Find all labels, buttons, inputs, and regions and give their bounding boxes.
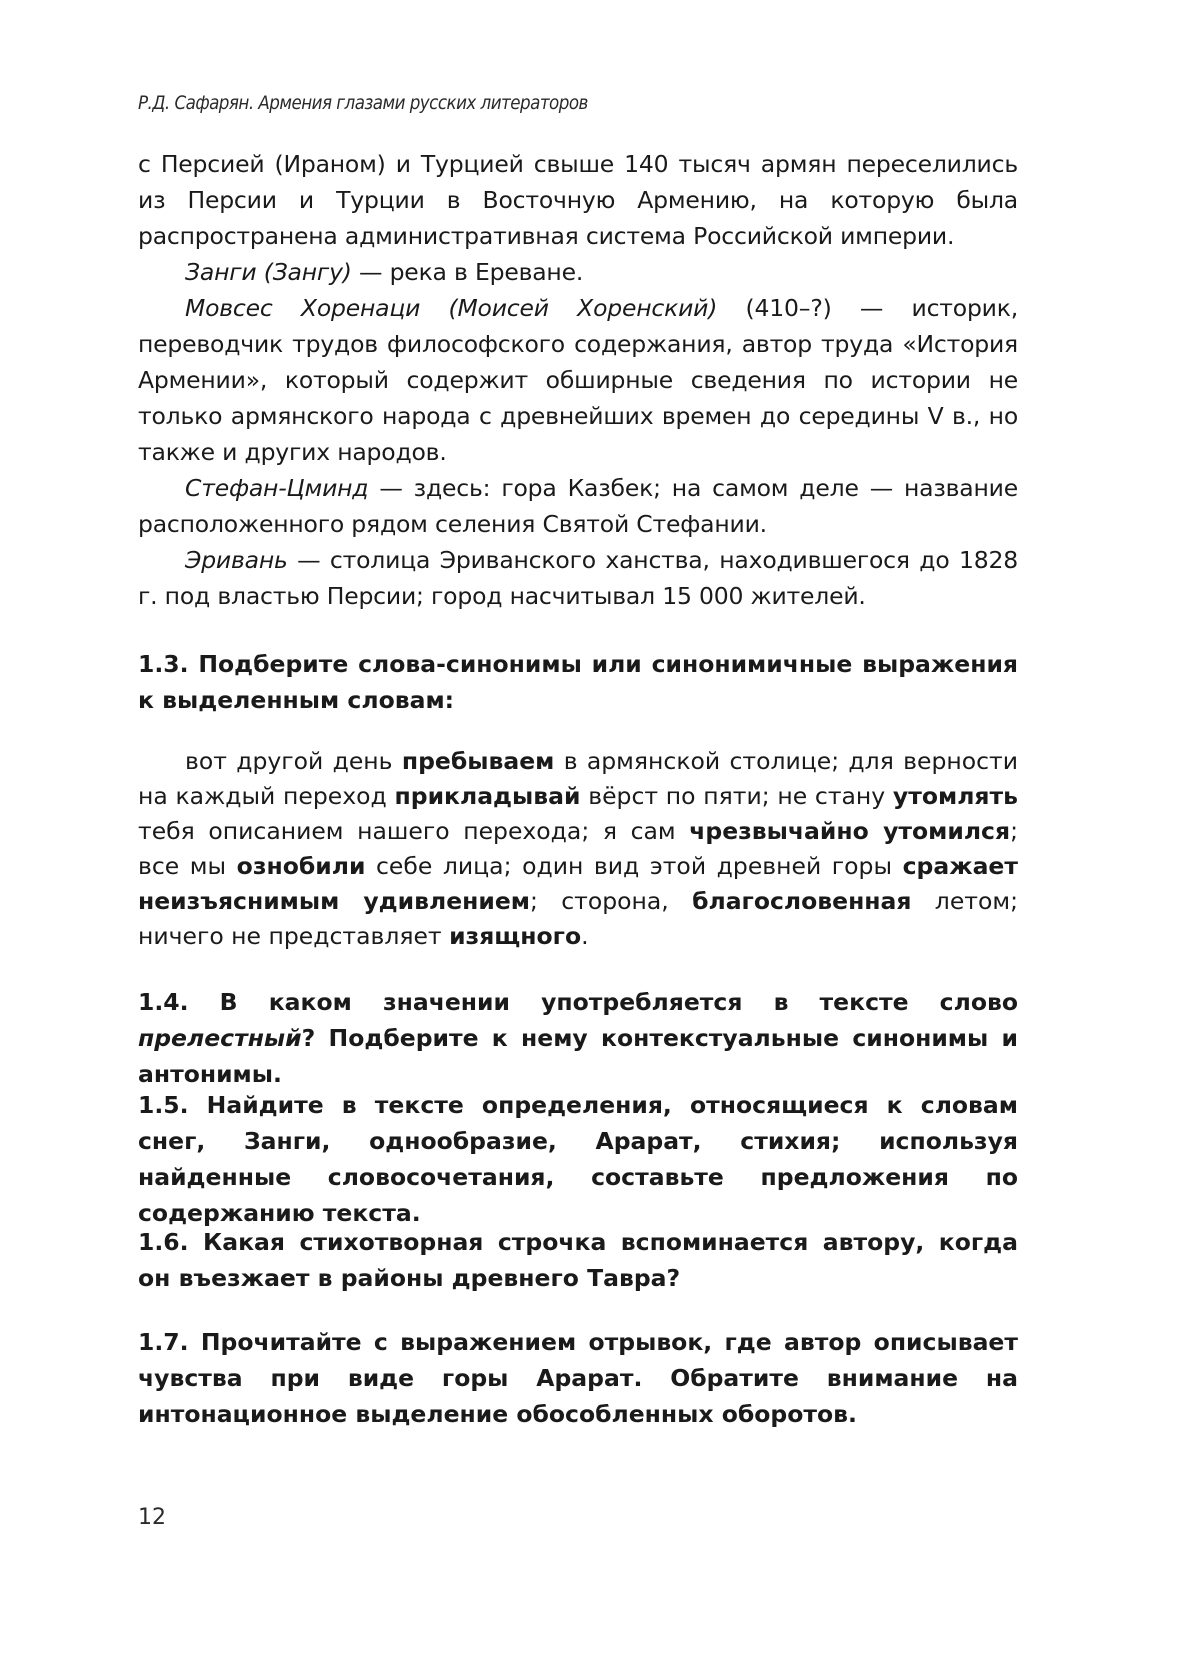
note-movses: [138, 290, 1018, 470]
exercise-text: [138, 744, 1018, 954]
note-erivan: [138, 542, 1018, 614]
highlighted-word: сражает неизъяснимым удивлением: [138, 852, 1018, 915]
note-definition: (410–?) — историк, переводчик трудов философского содержания, автор труда «История Армении», который содержит обширные сведения по истории не только армянского народа с древнейших времен до середины V в., но также и других народов.: [138, 294, 1019, 466]
highlighted-word: прикладывай: [394, 782, 581, 810]
note-definition: — река в Ереване.: [351, 258, 584, 286]
highlighted-word: пребываем: [401, 747, 555, 775]
task-keyword: прелестный: [138, 1024, 302, 1052]
note-term: Занги (Зангу): [185, 258, 352, 286]
note-paragraph-continuation: с Персией (Ираном) и Турцией свыше 140 тысяч армян переселились из Персии и Турции в Восточную Армению, на которую была распространена административная система Российской империи.: [138, 150, 1018, 250]
exercise-fragment: ; все мы: [138, 817, 1018, 880]
exercise-fragment: вёрст по пяти; не стану: [580, 782, 893, 810]
exercise-fragment: в армянской столице; для верности на каждый переход: [138, 747, 1018, 810]
highlighted-word: утомлять: [892, 782, 1018, 810]
note-term: Стефан-Цминд: [185, 474, 369, 502]
note-stefan: [138, 470, 1018, 542]
highlighted-word: ознобили: [236, 852, 366, 880]
task-text: 1.4. В каком значении употребляется в тексте слово: [138, 988, 1018, 1016]
exercise-fragment: .: [581, 922, 589, 950]
task-1-7: 1.7. Прочитайте с выражением отрывок, где автор описывает чувства при виде горы Арарат. Обратите внимание на интонационное выделение обособленных оборотов.: [138, 1328, 1018, 1428]
task-1-4: [138, 984, 1018, 1092]
running-header: Р.Д. Сафарян. Армения глазами русских литераторов: [138, 92, 588, 114]
task-1-5: 1.5. Найдите в тексте определения, относящиеся к словам снег, Занги, однообразие, Арарат, стихия; используя найденные словосочетания, составьте предложения по содержанию текста.: [138, 1091, 1018, 1227]
note-zangi: [138, 254, 1018, 290]
exercise-fragment: вот другой день: [185, 747, 402, 775]
task-1-3: 1.3. Подберите слова-синонимы или синонимичные выражения к выделенным словам:: [138, 650, 1018, 714]
exercise-fragment: ; сторона,: [530, 887, 693, 915]
page-number: 12: [138, 1505, 166, 1530]
note-definition: — столица Эриванского ханства, находившегося до 1828 г. под властью Персии; город насчитывал 15 000 жителей.: [138, 546, 1018, 610]
exercise-fragment: тебя описанием нашего перехода; я сам: [138, 817, 690, 845]
notes-block: [138, 146, 1018, 614]
exercise-fragment: себе лица; один вид этой древней горы: [365, 852, 903, 880]
highlighted-word: чрезвычайно утомился: [689, 817, 1011, 845]
task-text: ? Подберите к нему контекстуальные синонимы и антонимы.: [138, 1024, 1018, 1088]
task-1-6: 1.6. Какая стихотворная строчка вспоминается автору, когда он въезжает в районы древнего Тавра?: [138, 1228, 1018, 1292]
note-term: Эривань: [185, 546, 288, 574]
highlighted-word: благословенная: [692, 887, 912, 915]
highlighted-word: изящного: [449, 922, 582, 950]
note-term: Мовсес Хоренаци (Моисей Хоренский): [185, 294, 718, 322]
note-definition: — здесь: гора Казбек; на самом деле — название расположенного рядом селения Святой Стефании.: [138, 474, 1018, 538]
exercise-fragment: летом; ничего не представляет: [138, 887, 1019, 950]
